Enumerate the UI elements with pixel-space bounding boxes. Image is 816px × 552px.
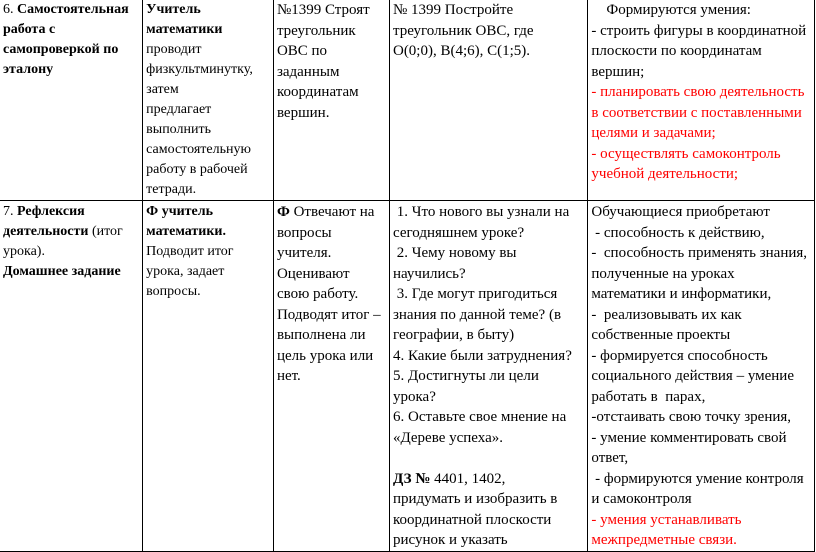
students-text: заданным [276,63,340,80]
students-text: Отвечают на [289,204,375,220]
stage-cell [0,201,143,552]
skills-text: - способность к действию, [591,224,765,241]
teacher-cell [143,201,274,552]
skills-text: - умение комментировать свой [591,429,787,446]
skills-text: - строить фигуры в координатной [591,22,807,39]
stage-number: 6. [3,2,17,17]
teacher-text: предлагает [146,102,212,117]
skills-text: и самоконтроля [591,491,692,507]
homework-label: ДЗ № [392,470,431,487]
students-cell [273,0,389,201]
homework-title: Домашнее задание [3,264,121,279]
skills-text-red: целями и задачами; [591,125,716,141]
skills-text: -отстаивать свою точку зрения, [591,409,792,425]
question-text: 4. Какие были затруднения? [392,347,572,364]
students-text: OBC по [276,43,328,59]
skills-text: полученные на уроках [591,265,735,282]
question-text: 5. Достигнуты ли цели [392,368,539,384]
students-text: координатам [276,84,359,100]
stage-title: эталону [3,62,54,77]
stage-number: 7. [3,204,17,219]
students-text: нет. [276,368,301,384]
stage-title: Самостоятельная [17,2,129,17]
teacher-text: выполнить [146,122,211,137]
skills-text: социального действия – умение [591,368,794,384]
question-text: знания по данной теме? (в [392,306,562,323]
question-text: географии, в быту) [392,327,515,343]
skills-cell [588,201,815,552]
teacher-text: физкультминутку, [146,62,253,77]
students-text: №1399 Строят [276,2,370,18]
skills-text: ответ, [591,450,629,466]
students-text: учителя. [276,245,332,261]
skills-text: вершин; [591,63,645,80]
spacer [393,448,584,469]
stage-title: деятельности [3,224,89,239]
table-row [0,201,815,552]
skills-text: - реализовывать их как [591,306,742,323]
question-text: 1. Что нового вы узнали на [392,204,570,220]
stage-note: (итог [88,224,123,239]
skills-text-red: - планировать свою деятельность [591,84,805,100]
teacher-cell [143,0,274,201]
skills-text: работать в парах, [591,388,706,405]
teacher-role: Учитель [146,2,201,17]
students-cell [273,201,389,552]
question-text: урока? [392,388,436,405]
teacher-role: Ф учитель [146,204,214,219]
students-text: цель урока или [276,347,374,364]
skills-text: - способность применять знания, [591,245,808,261]
stage-title: самопроверкой по [3,42,119,57]
question-text: сегодняшнем уроке? [392,224,525,241]
skills-text: математики и информатики, [591,286,772,302]
content-cell [389,201,587,552]
skills-text: плоскости по координатам [591,43,762,59]
teacher-text: работу в рабочей [146,162,248,177]
teacher-text: проводит [146,42,202,57]
skills-text-red: межпредметные связи. [591,532,737,548]
skills-text: - формируются умение контроля [591,470,804,487]
homework-text: координатной плоскости [392,511,552,528]
question-text: «Дереве успеха». [392,429,503,446]
task-text: O(0;0), B(4;6), C(1;5). [392,43,531,59]
homework-text: рисунок и указать [392,532,508,548]
skills-text-red: - умения устанавливать [591,511,742,528]
teacher-role: математики. [146,224,226,239]
stage-title: Рефлексия [17,204,85,219]
teacher-role: математики [146,22,223,37]
skills-text-red: учебной деятельности; [591,166,739,182]
students-text: Подводят итог – [276,306,381,323]
skills-text: - формируется способность [591,347,768,364]
students-text: Оценивают [276,265,350,282]
teacher-text: вопросы. [146,284,201,299]
students-text: выполнена ли [276,327,366,343]
students-text: вопросы [276,224,332,241]
teacher-text: самостоятельную [146,142,251,157]
content-cell [389,0,587,201]
skills-header: Формируются умения: [591,2,751,18]
task-text: № 1399 Постройте [392,2,514,18]
students-text: вершин. [276,104,330,121]
teacher-text: урока, задает [146,264,225,279]
students-text: свою работу. [276,286,359,302]
question-text: 2. Чему новому вы [392,245,517,261]
task-text: треугольник OBC, где [392,22,534,39]
students-prefix: Ф [276,204,290,220]
stage-title: работа с [3,22,56,37]
question-text: 3. Где могут пригодиться [392,286,558,302]
teacher-text: тетради. [146,182,197,197]
homework-text: 4401, 1402, [430,470,506,487]
skills-cell [588,0,815,201]
homework-text: придумать и изобразить в [392,491,558,507]
question-text: научились? [392,265,466,282]
teacher-text: Подводит итог [146,244,234,259]
students-text: треугольник [276,22,356,39]
skills-text-red: в соответствии с поставленными [591,104,802,121]
skills-text: Обучающиеся приобретают [591,204,770,220]
skills-text-red: - осуществлять самоконтроль [591,145,781,162]
table-row [0,0,815,201]
stage-note: урока). [3,244,45,259]
question-text: 6. Оставьте свое мнение на [392,409,567,425]
skills-text: собственные проекты [591,327,731,343]
stage-cell [0,0,143,201]
teacher-text: затем [146,82,179,97]
